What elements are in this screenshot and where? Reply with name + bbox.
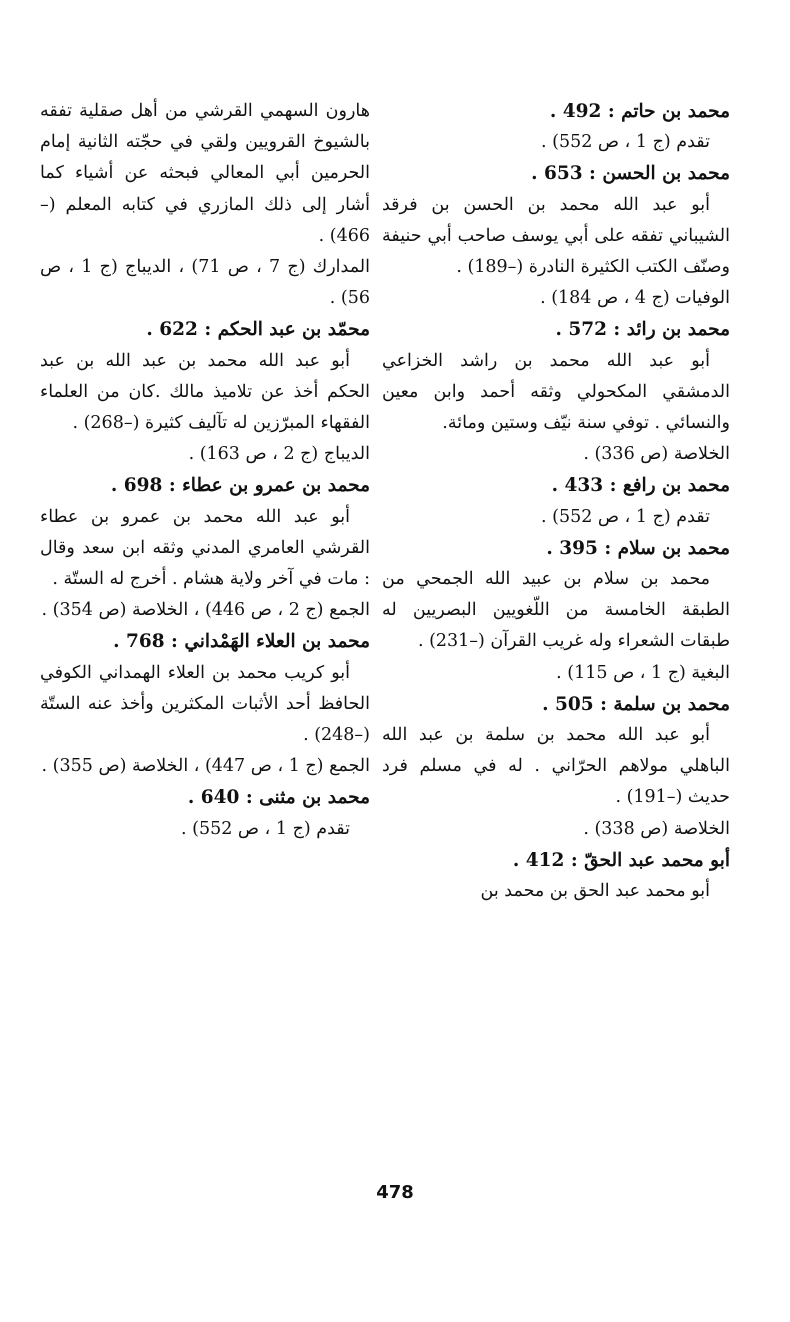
entry-reference: الوفيات (ج 4 ، ص 184) . — [540, 288, 730, 309]
entry-heading: محمد بن رافع : 433 . — [551, 475, 730, 497]
entry-reference: المدارك (ج 7 ، ص 71) ، الديباج (ج 1 ، ص 56) . — [40, 257, 371, 309]
biography-entry — [40, 626, 370, 782]
entry-heading: محمد بن رائد : 572 . — [555, 319, 730, 341]
biography-entry — [382, 314, 730, 470]
entry-reference: تقدم (ج 1 ، ص 552) . — [181, 818, 350, 839]
entry-heading: محمد بن حاتم : 492 . — [549, 101, 730, 122]
entry-text: أبو عبد الله محمد بن الحسن بن فرقد الشيباني تفقه على أبي يوسف صاحب أبي حنيفة وصنّف الكتب الكثيرة النادرة (–189) . — [382, 194, 730, 278]
entry-text: أبو كريب محمد بن العلاء الهمداني الكوفي الحافظ أحد الأثبات المكثرين وأخذ عنه الستّة (–248) . — [40, 662, 370, 746]
entry-reference: تقدم (ج 1 ، ص 552) . — [541, 506, 710, 527]
entry-heading: محمد بن العلاء الهَمْداني : 768 . — [113, 631, 370, 653]
entry-text: أبو محمد عبد الحق بن محمد بن — [480, 881, 710, 902]
biography-entry — [382, 96, 730, 158]
entry-heading: أبو محمد عبد الحقّ : 412 . — [512, 849, 730, 871]
biography-entry — [382, 845, 730, 907]
entry-heading: محمد بن عمرو بن عطاء : 698 . — [110, 475, 370, 497]
entry-text: أبو عبد الله محمد بن سلمة بن عبد الله الباهلي مولاهم الحرّاني . له في مسلم فرد حديث (–191) . — [382, 725, 730, 808]
entry-reference: الخلاصة (ص 336) . — [583, 444, 730, 465]
biography-entry — [40, 782, 370, 844]
biography-entry — [40, 96, 370, 314]
biography-entry — [40, 314, 370, 470]
entry-text: أبو عبد الله محمد بن عبد الله بن عبد الحكم أخذ عن تلاميذ مالك .كان من العلماء الفقهاء المبرّزين له تآليف كثيرة (–268) . — [40, 350, 370, 434]
entry-heading: محمد بن سلمة : 505 . — [542, 693, 730, 715]
biography-entry — [382, 470, 730, 532]
right-column — [382, 96, 730, 907]
page-number: 478 — [376, 1182, 414, 1203]
entry-reference: الجمع (ج 1 ، ص 447) ، الخلاصة (ص 355) . — [41, 756, 370, 777]
entry-reference: تقدم (ج 1 ، ص 552) . — [541, 132, 710, 153]
biography-entry — [382, 158, 730, 314]
biography-entry — [40, 470, 370, 626]
biography-entry — [382, 533, 730, 689]
entry-heading: محمّد بن عبد الحكم : 622 . — [146, 319, 370, 341]
entry-reference: الديباج (ج 2 ، ص 163) . — [188, 444, 370, 465]
entry-text: أبو عبد الله محمد بن عمرو بن عطاء القرشي العامري المدني وثقه ابن سعد وقال : مات في آخر ولاية هشام . أخرج له الستّة . — [40, 506, 370, 590]
entry-text: محمد بن سلام بن عبيد الله الجمحي من الطبقة الخامسة من اللّغويين البصريين له طبقات الشعراء وله غريب القرآن (–231) . — [382, 569, 730, 652]
biography-entry — [382, 689, 730, 845]
entry-reference: الجمع (ج 2 ، ص 446) ، الخلاصة (ص 354) . — [41, 600, 370, 621]
entry-heading: محمد بن مثنى : 640 . — [187, 787, 370, 809]
left-column — [40, 96, 370, 845]
entry-reference: هارون السهمي القرشي من أهل صقلية تفقه بالشيوخ القرويين ولقي في حجّته الثانية إمام الحرمين أبي المعالي فبحثه عن أشياء كما أشار إلى ذلك المازري في كتابه المعلم (–466) . — [40, 101, 370, 246]
entry-heading: محمد بن سلام : 395 . — [546, 537, 730, 559]
entry-text: أبو عبد الله محمد بن راشد الخزاعي الدمشقي المكحولي وثقه أحمد وابن معين والنسائي . توفي سنة نيّف وستين ومائة. — [382, 350, 730, 434]
entry-reference: البغية (ج 1 ، ص 115) . — [556, 662, 730, 683]
entry-heading: محمد بن الحسن : 653 . — [531, 163, 730, 185]
entry-reference: الخلاصة (ص 338) . — [583, 818, 730, 839]
